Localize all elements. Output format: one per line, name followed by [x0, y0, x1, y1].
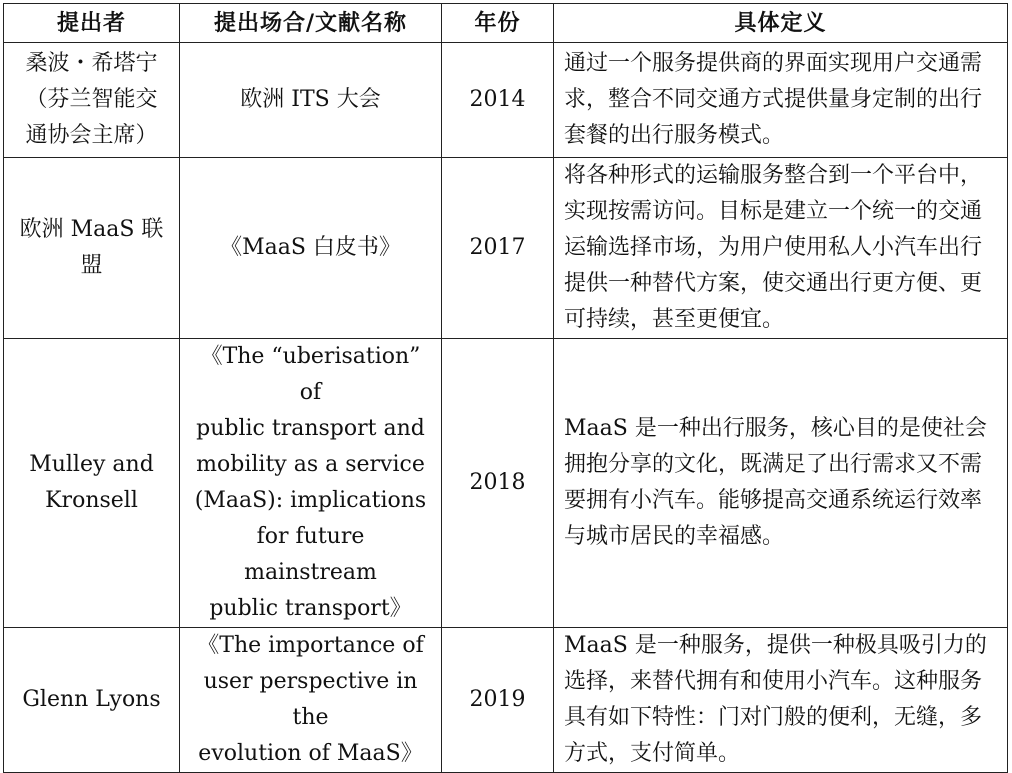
cell-year: 2017	[442, 158, 554, 339]
cell-year: 2018	[442, 339, 554, 628]
cell-source: 《The “uberisation” of public transport and mobility as a service (MaaS): implications for future mainstream public transport》	[180, 339, 442, 628]
cell-proposer: Glenn Lyons	[4, 628, 180, 773]
cell-definition: 通过一个服务提供商的界面实现用户交通需求，整合不同交通方式提供量身定制的出行套餐的出行服务模式。	[554, 43, 1008, 158]
table-row	[4, 43, 1008, 158]
table-header-row	[4, 4, 1008, 43]
cell-proposer: Mulley and Kronsell	[4, 339, 180, 628]
cell-year: 2019	[442, 628, 554, 773]
cell-source: 《The importance of user perspective in the evolution of MaaS》	[180, 628, 442, 773]
table-row	[4, 339, 1008, 628]
definition-table-container	[3, 3, 1008, 773]
header-source: 提出场合/文献名称	[180, 4, 442, 43]
cell-proposer: 桑波・希塔宁 （芬兰智能交 通协会主席）	[4, 43, 180, 158]
maas-definition-table	[3, 3, 1008, 773]
cell-definition: MaaS 是一种服务，提供一种极具吸引力的选择，来替代拥有和使用小汽车。这种服务具有如下特性：门对门般的便利，无缝，多方式，支付简单。	[554, 628, 1008, 773]
cell-definition: 将各种形式的运输服务整合到一个平台中，实现按需访问。目标是建立一个统一的交通运输选择市场，为用户使用私人小汽车出行提供一种替代方案，使交通出行更方便、更可持续，甚至更便宜。	[554, 158, 1008, 339]
cell-source: 欧洲 ITS 大会	[180, 43, 442, 158]
header-proposer: 提出者	[4, 4, 180, 43]
header-definition: 具体定义	[554, 4, 1008, 43]
table-row	[4, 628, 1008, 773]
cell-definition: MaaS 是一种出行服务，核心目的是使社会拥抱分享的文化，既满足了出行需求又不需要拥有小汽车。能够提高交通系统运行效率与城市居民的幸福感。	[554, 339, 1008, 628]
header-year: 年份	[442, 4, 554, 43]
cell-source: 《MaaS 白皮书》	[180, 158, 442, 339]
cell-proposer: 欧洲 MaaS 联 盟	[4, 158, 180, 339]
cell-year: 2014	[442, 43, 554, 158]
table-row	[4, 158, 1008, 339]
